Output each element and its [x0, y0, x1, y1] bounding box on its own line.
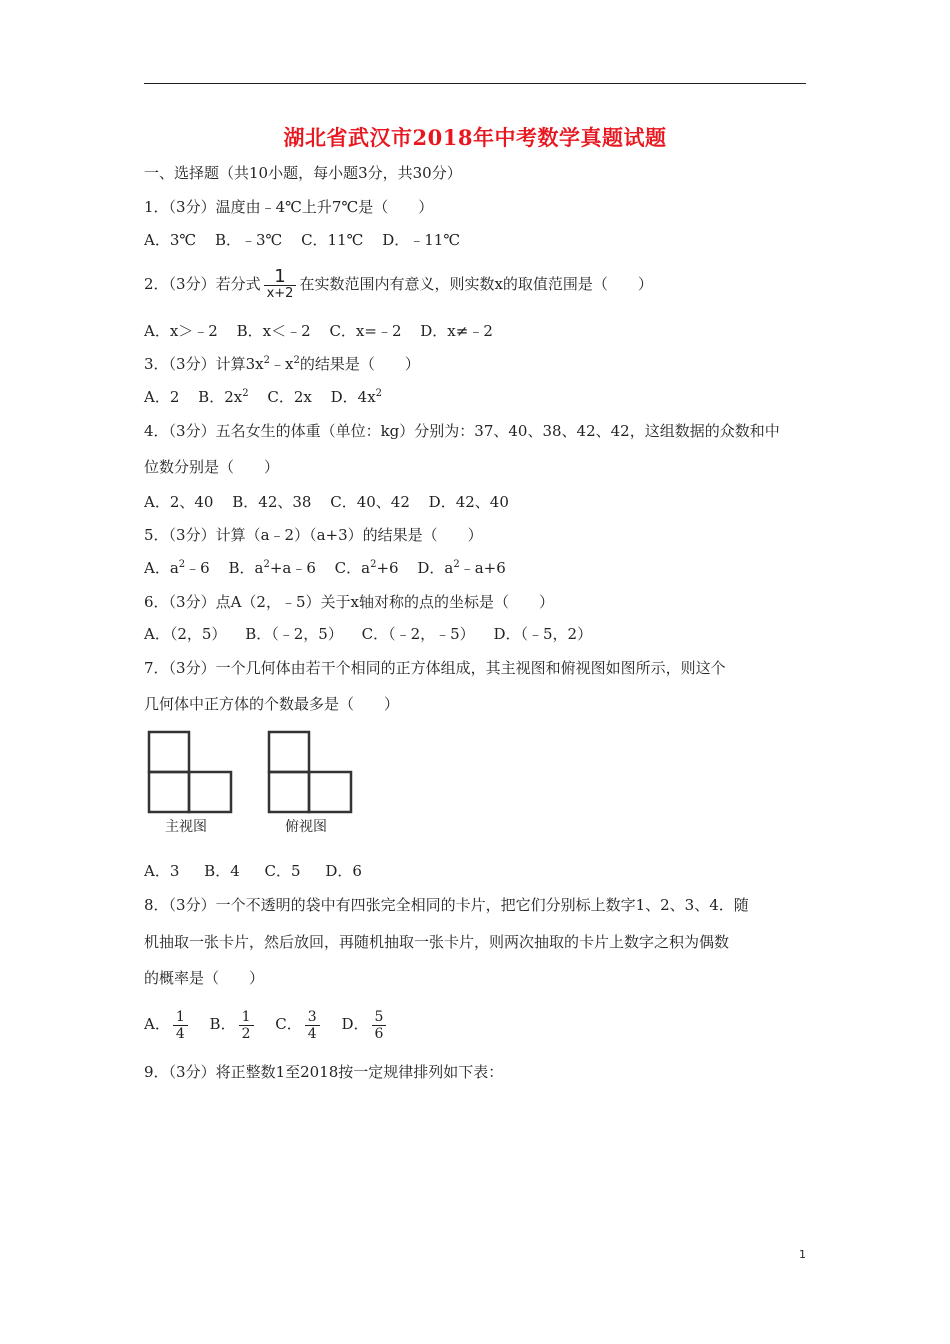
- top-view-square-top: [269, 732, 309, 772]
- q3-sup-1: 2: [263, 355, 270, 366]
- section-heading: 一、选择题（共10小题，每小题3分，共30分）: [144, 164, 462, 182]
- q7-option-d: D．6: [325, 862, 362, 880]
- q6-option-a: A．（2，5）: [144, 625, 227, 643]
- q8-b-num: 1: [239, 1009, 254, 1026]
- front-view-square-bottom-right: [189, 772, 231, 812]
- question-3-options: [144, 387, 396, 407]
- question-7-stem-line-1: 7．（3分）一个几何体由若干个相同的正方体组成，其主视图和俯视图如图所示，则这个: [144, 659, 726, 677]
- q5-b-pre: B．a: [228, 559, 264, 577]
- question-4-stem-line-1: 4．（3分）五名女生的体重（单位：kg）分别为：37、40、38、42、42，这组数据的众数和中: [144, 422, 780, 440]
- q7-option-c: C．5: [264, 862, 301, 880]
- q8-d-den: 6: [374, 1025, 384, 1042]
- q5-b-post: +a﹣6: [269, 559, 316, 577]
- q1-option-a: A．3℃: [144, 231, 197, 249]
- q5-c-sup: 2: [370, 559, 377, 570]
- q8-a-fraction: [173, 1009, 188, 1042]
- q5-a-sup: 2: [178, 559, 186, 570]
- q3-option-d-sup: 2: [375, 388, 383, 399]
- q2-frac-num: 1: [264, 269, 297, 286]
- q8-c-den: 4: [307, 1025, 317, 1042]
- q5-d-sup: 2: [453, 559, 460, 570]
- q7-option-b: B．4: [204, 862, 240, 880]
- q3-stem-c: 的结果是（ ）: [299, 355, 420, 373]
- q8-a-label: A．: [144, 1015, 170, 1033]
- q8-a-den: 4: [175, 1025, 185, 1042]
- q8-b-den: 2: [241, 1025, 251, 1042]
- q3-sup-2: 2: [293, 355, 300, 366]
- q8-option-d: [341, 1008, 389, 1042]
- question-4-options: [144, 492, 523, 512]
- q5-c-post: +6: [376, 559, 399, 577]
- q2-option-b: B．x＜﹣2: [236, 322, 311, 340]
- q8-d-label: D．: [341, 1015, 369, 1033]
- header-rule: [144, 83, 806, 84]
- q3-option-c: [267, 388, 311, 406]
- q2-frac-den: x+2: [266, 285, 294, 301]
- q4-option-a: A．2、40: [144, 493, 214, 511]
- q8-d-num: 5: [372, 1009, 387, 1026]
- q2-option-d: D．x≠﹣2: [420, 322, 493, 340]
- question-1-stem: 1．（3分）温度由﹣4℃上升7℃是（ ）: [144, 198, 434, 216]
- q3-option-b: [198, 388, 248, 406]
- top-view-figure: [266, 730, 356, 814]
- q4-option-b: B．42、38: [232, 493, 312, 511]
- q5-c-pre: C．a: [334, 559, 371, 577]
- q8-b-fraction: [239, 1009, 254, 1042]
- q6-option-b: B．（﹣2，5）: [245, 625, 343, 643]
- question-6-stem: 6．（3分）点A（2，﹣5）关于x轴对称的点的坐标是（ ）: [144, 593, 554, 611]
- q3-option-b-text: B．2x: [198, 388, 243, 406]
- q3-option-a: [144, 388, 179, 406]
- question-8-stem-line-1: 8．（3分）一个不透明的袋中有四张完全相同的卡片，把它们分别标上数字1、2、3、4．随: [144, 896, 749, 914]
- q8-c-label: C．: [275, 1015, 302, 1033]
- page-title: 湖北省武汉市2018年中考数学真题试题: [283, 125, 667, 150]
- q2-prefix: 2．（3分）若分式: [144, 275, 261, 293]
- q8-c-fraction: [305, 1009, 320, 1042]
- q1-option-d: D．﹣11℃: [382, 231, 461, 249]
- q5-d-post: ﹣a+6: [459, 559, 506, 577]
- q5-a-post: ﹣6: [185, 559, 210, 577]
- q5-option-b: [228, 559, 315, 577]
- top-view-square-bottom-left: [269, 772, 309, 812]
- q8-b-label: B．: [209, 1015, 236, 1033]
- q1-option-c: C．11℃: [301, 231, 364, 249]
- top-view-caption: 俯视图: [285, 819, 327, 835]
- question-4-stem-line-2: 位数分别是（ ）: [144, 458, 280, 476]
- question-2-stem: [144, 265, 653, 303]
- front-view-figure: [146, 730, 236, 814]
- q5-a-pre: A．a: [144, 559, 179, 577]
- q2-option-a: A．x＞﹣2: [144, 322, 218, 340]
- q1-option-b: B．﹣3℃: [214, 231, 283, 249]
- q8-option-a: [144, 1008, 191, 1042]
- q5-option-a: [144, 559, 210, 577]
- q5-option-d: [417, 559, 505, 577]
- q3-option-d-text: D．4x: [330, 388, 376, 406]
- question-5-stem: 5．（3分）计算（a﹣2）（a+3）的结果是（ ）: [144, 526, 483, 544]
- q2-suffix: 在实数范围内有意义，则实数x的取值范围是（ ）: [299, 275, 653, 293]
- question-7-options: [144, 861, 376, 881]
- page-number: 1: [799, 1248, 806, 1261]
- question-9-stem: 9．（3分）将正整数1至2018按一定规律排列如下表：: [144, 1063, 504, 1081]
- front-view-caption: 主视图: [165, 819, 207, 835]
- q8-d-fraction: [372, 1009, 387, 1042]
- question-8-options: [144, 1004, 403, 1044]
- question-7-stem-line-2: 几何体中正方体的个数最多是（ ）: [144, 695, 400, 713]
- front-view-square-top: [149, 732, 189, 772]
- top-view-square-bottom-right: [309, 772, 351, 812]
- q3-option-b-sup: 2: [242, 388, 249, 399]
- q8-a-num: 1: [173, 1009, 188, 1026]
- question-8-stem-line-3: 的概率是（ ）: [144, 969, 265, 987]
- q5-d-pre: D．a: [417, 559, 454, 577]
- question-1-options: [144, 230, 474, 250]
- q6-option-c: C．（﹣2，﹣5）: [361, 625, 475, 643]
- q8-c-num: 3: [305, 1009, 320, 1026]
- question-5-options: [144, 558, 520, 578]
- q3-option-d: [331, 388, 382, 406]
- q6-option-d: D．（﹣5，2）: [493, 625, 593, 643]
- question-8-stem-line-2: 机抽取一张卡片，然后放回，再随机抽取一张卡片，则两次抽取的卡片上数字之积为偶数: [144, 933, 730, 951]
- q5-b-sup: 2: [263, 559, 270, 570]
- question-2-options: [144, 321, 507, 341]
- q5-option-c: [335, 559, 399, 577]
- question-6-options: [144, 624, 606, 644]
- q3-stem-b: ﹣x: [269, 355, 294, 373]
- q7-option-a: A．3: [144, 862, 180, 880]
- q3-option-c-text: C．2x: [267, 388, 312, 406]
- front-view-square-bottom-left: [149, 772, 189, 812]
- question-3-stem: [144, 354, 420, 374]
- q4-option-d: D．42、40: [428, 493, 509, 511]
- q3-stem-a: 3．（3分）计算3x: [144, 355, 264, 373]
- q8-option-b: [209, 1008, 257, 1042]
- q2-option-c: C．x=﹣2: [329, 322, 402, 340]
- q8-option-c: [275, 1008, 322, 1042]
- q2-fraction: [264, 265, 297, 302]
- q4-option-c: C．40、42: [330, 493, 410, 511]
- q3-option-a-text: A．2: [144, 388, 180, 406]
